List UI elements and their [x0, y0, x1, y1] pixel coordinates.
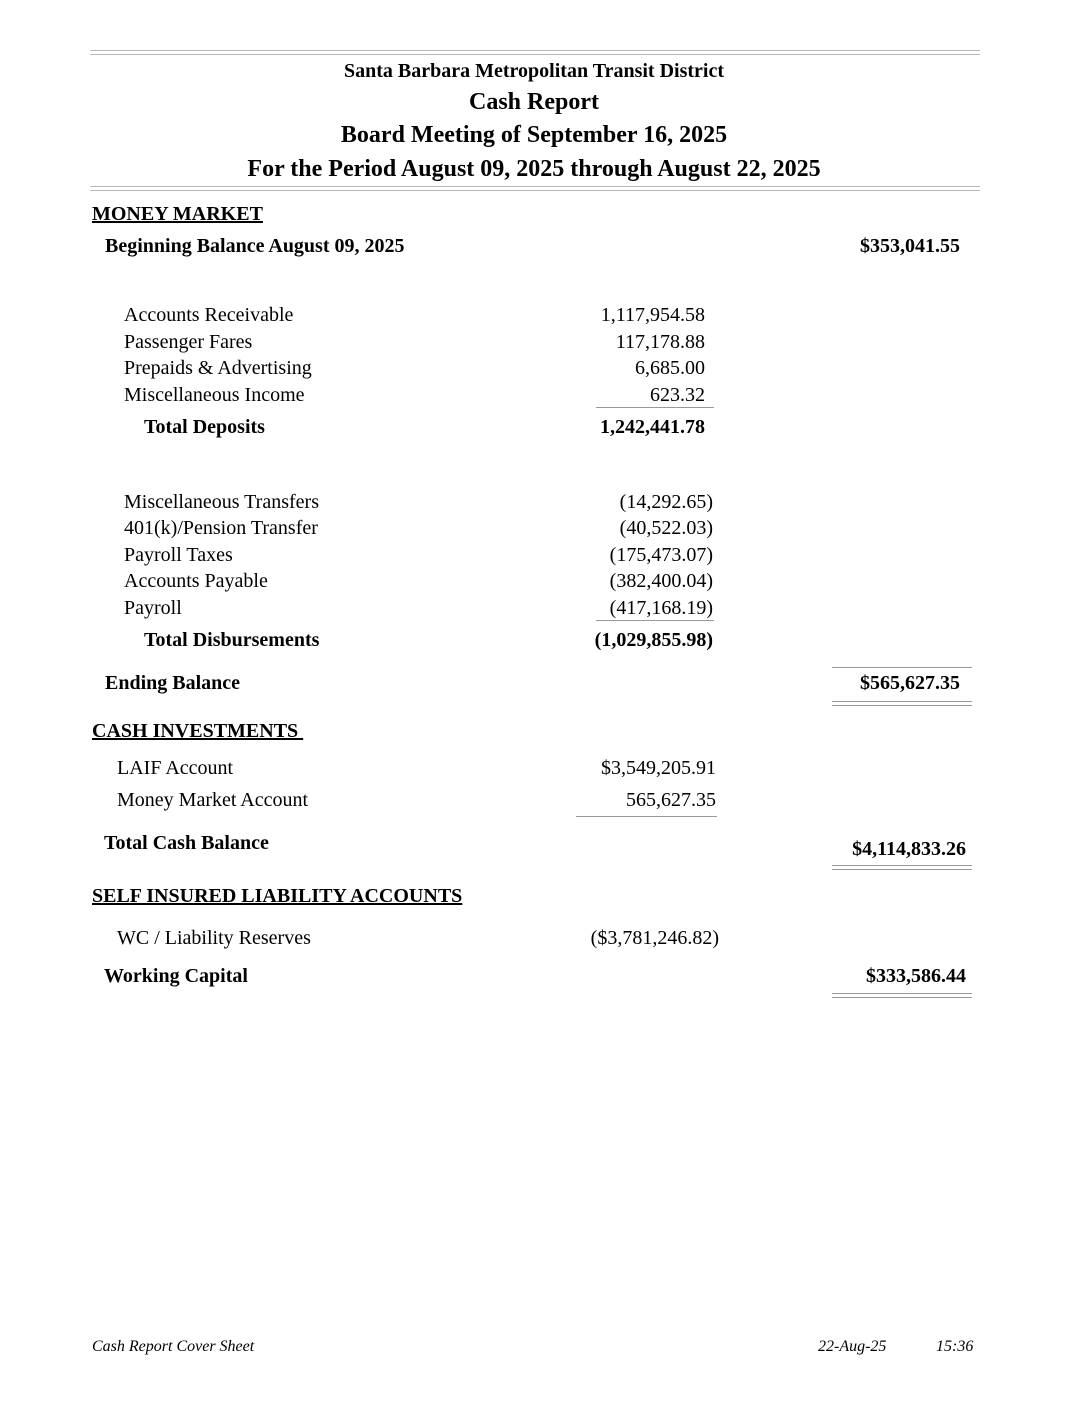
disbursement-label: Miscellaneous Transfers: [124, 491, 319, 513]
working-capital-double-rule: [832, 993, 972, 998]
deposits-subtotal-rule: [596, 407, 714, 408]
footer-time: 15:36: [936, 1338, 974, 1355]
disbursement-label: Payroll: [124, 597, 182, 619]
deposit-label: Passenger Fares: [124, 331, 253, 353]
total-deposits-label: Total Deposits: [144, 416, 265, 438]
ending-balance-amount: $565,627.35: [860, 672, 960, 694]
top-rule: [90, 50, 980, 55]
disbursement-amount: (417,168.19): [609, 597, 713, 619]
self-insured-heading: SELF INSURED LIABILITY ACCOUNTS: [92, 885, 463, 907]
investment-amount: $3,549,205.91: [601, 757, 716, 779]
working-capital-label: Working Capital: [104, 965, 248, 987]
reserves-label: WC / Liability Reserves: [117, 927, 311, 949]
ending-balance-label: Ending Balance: [105, 672, 241, 694]
footer-left: Cash Report Cover Sheet: [92, 1338, 255, 1355]
investment-amount: 565,627.35: [626, 789, 716, 811]
header-rule: [90, 186, 980, 191]
meeting-date: Board Meeting of September 16, 2025: [340, 122, 728, 148]
disbursement-label: 401(k)/Pension Transfer: [124, 517, 318, 539]
deposit-label: Prepaids & Advertising: [124, 357, 312, 379]
report-title: Cash Report: [469, 89, 599, 115]
disbursement-amount: (14,292.65): [619, 491, 713, 513]
organization-name: Santa Barbara Metropolitan Transit District: [344, 60, 724, 82]
beginning-balance-label: Beginning Balance August 09, 2025: [105, 235, 405, 257]
money-market-heading: MONEY MARKET: [92, 203, 263, 225]
disbursement-label: Payroll Taxes: [124, 544, 233, 566]
ending-balance-double-rule: [832, 701, 972, 706]
deposit-amount: 117,178.88: [615, 331, 705, 353]
footer-date: 22-Aug-25: [818, 1338, 887, 1355]
deposit-label: Miscellaneous Income: [124, 384, 305, 406]
deposit-label: Accounts Receivable: [124, 304, 294, 326]
total-disbursements-amount: (1,029,855.98): [594, 629, 713, 651]
total-cash-double-rule: [832, 865, 972, 870]
reserves-amount: ($3,781,246.82): [590, 927, 719, 949]
total-deposits-amount: 1,242,441.78: [600, 416, 705, 438]
deposit-amount: 1,117,954.58: [600, 304, 705, 326]
disbursement-amount: (382,400.04): [609, 570, 713, 592]
working-capital-amount: $333,586.44: [866, 965, 966, 987]
investment-label: LAIF Account: [117, 757, 234, 779]
investment-label: Money Market Account: [117, 789, 309, 811]
beginning-balance-amount: $353,041.55: [860, 235, 960, 257]
ending-balance-top-rule: [832, 667, 972, 668]
total-cash-balance-label: Total Cash Balance: [104, 832, 269, 854]
total-cash-balance-amount: $4,114,833.26: [852, 838, 966, 860]
disbursements-subtotal-rule: [596, 620, 714, 621]
disbursement-amount: (40,522.03): [619, 517, 713, 539]
deposit-amount: 623.32: [650, 384, 705, 406]
disbursement-amount: (175,473.07): [609, 544, 713, 566]
cash-investments-heading: CASH INVESTMENTS: [92, 720, 304, 742]
deposit-amount: 6,685.00: [635, 357, 705, 379]
investments-subtotal-rule: [576, 816, 717, 817]
report-period: For the Period August 09, 2025 through August 22, 2025: [247, 156, 821, 182]
disbursement-label: Accounts Payable: [124, 570, 268, 592]
total-disbursements-label: Total Disbursements: [144, 629, 320, 651]
